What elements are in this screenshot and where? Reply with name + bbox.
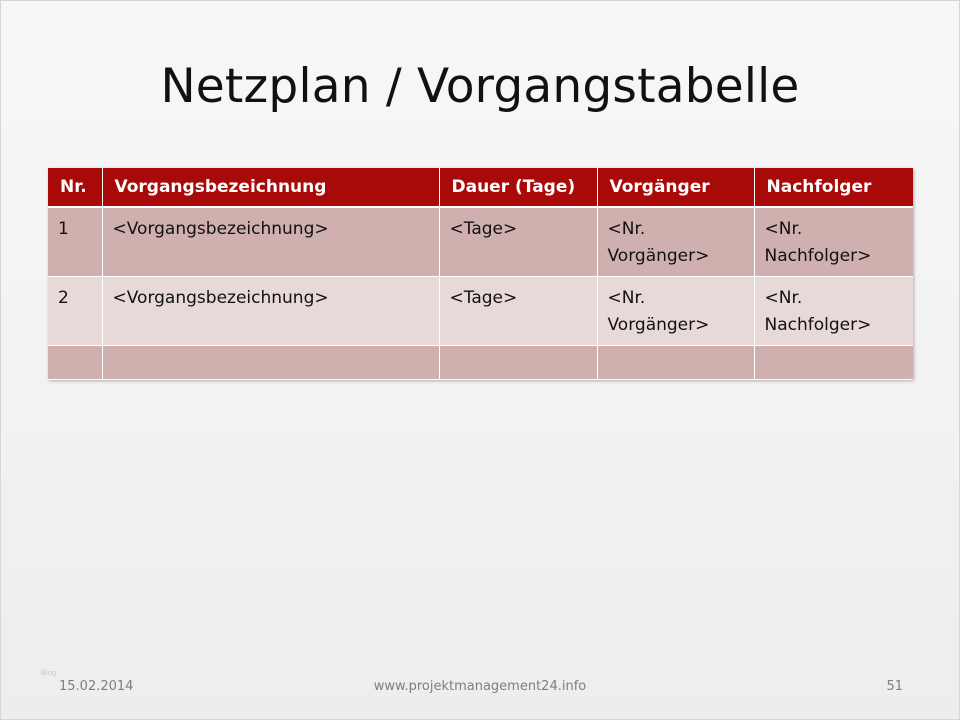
cell-dauer: <Tage> [439, 277, 597, 346]
table-header-row [48, 168, 913, 207]
table-row [48, 277, 913, 346]
footer-date: 15.02.2014 [59, 679, 134, 694]
header-nr: Nr. [48, 168, 102, 207]
header-vorgaenger: Vorgänger [597, 168, 754, 207]
blog-watermark: Blog [41, 669, 57, 677]
cell-vorgangsbezeichnung: <Vorgangsbezeichnung> [102, 207, 439, 277]
cell-vorgangsbezeichnung [102, 346, 439, 380]
footer-page-number: 51 [886, 679, 903, 694]
footer-website: www.projektmanagement24.info [373, 679, 587, 694]
header-dauer: Dauer (Tage) [439, 168, 597, 207]
cell-dauer: <Tage> [439, 207, 597, 277]
cell-nachfolger: <Nr. Nachfolger> [754, 207, 913, 277]
cell-nachfolger [754, 346, 913, 380]
header-nachfolger: Nachfolger [754, 168, 913, 207]
table-row [48, 346, 913, 380]
cell-vorgaenger: <Nr. Vorgänger> [597, 277, 754, 346]
cell-vorgaenger [597, 346, 754, 380]
slide-title: Netzplan / Vorgangstabelle [160, 59, 800, 114]
cell-nr [48, 346, 102, 380]
cell-vorgangsbezeichnung: <Vorgangsbezeichnung> [102, 277, 439, 346]
vorgangstabelle [48, 168, 913, 380]
cell-nachfolger: <Nr. Nachfolger> [754, 277, 913, 346]
table-row [48, 207, 913, 277]
cell-nr: 1 [48, 207, 102, 277]
header-vorgangsbezeichnung: Vorgangsbezeichnung [102, 168, 439, 207]
cell-vorgaenger: <Nr. Vorgänger> [597, 207, 754, 277]
cell-nr: 2 [48, 277, 102, 346]
cell-dauer [439, 346, 597, 380]
process-table [48, 168, 913, 380]
